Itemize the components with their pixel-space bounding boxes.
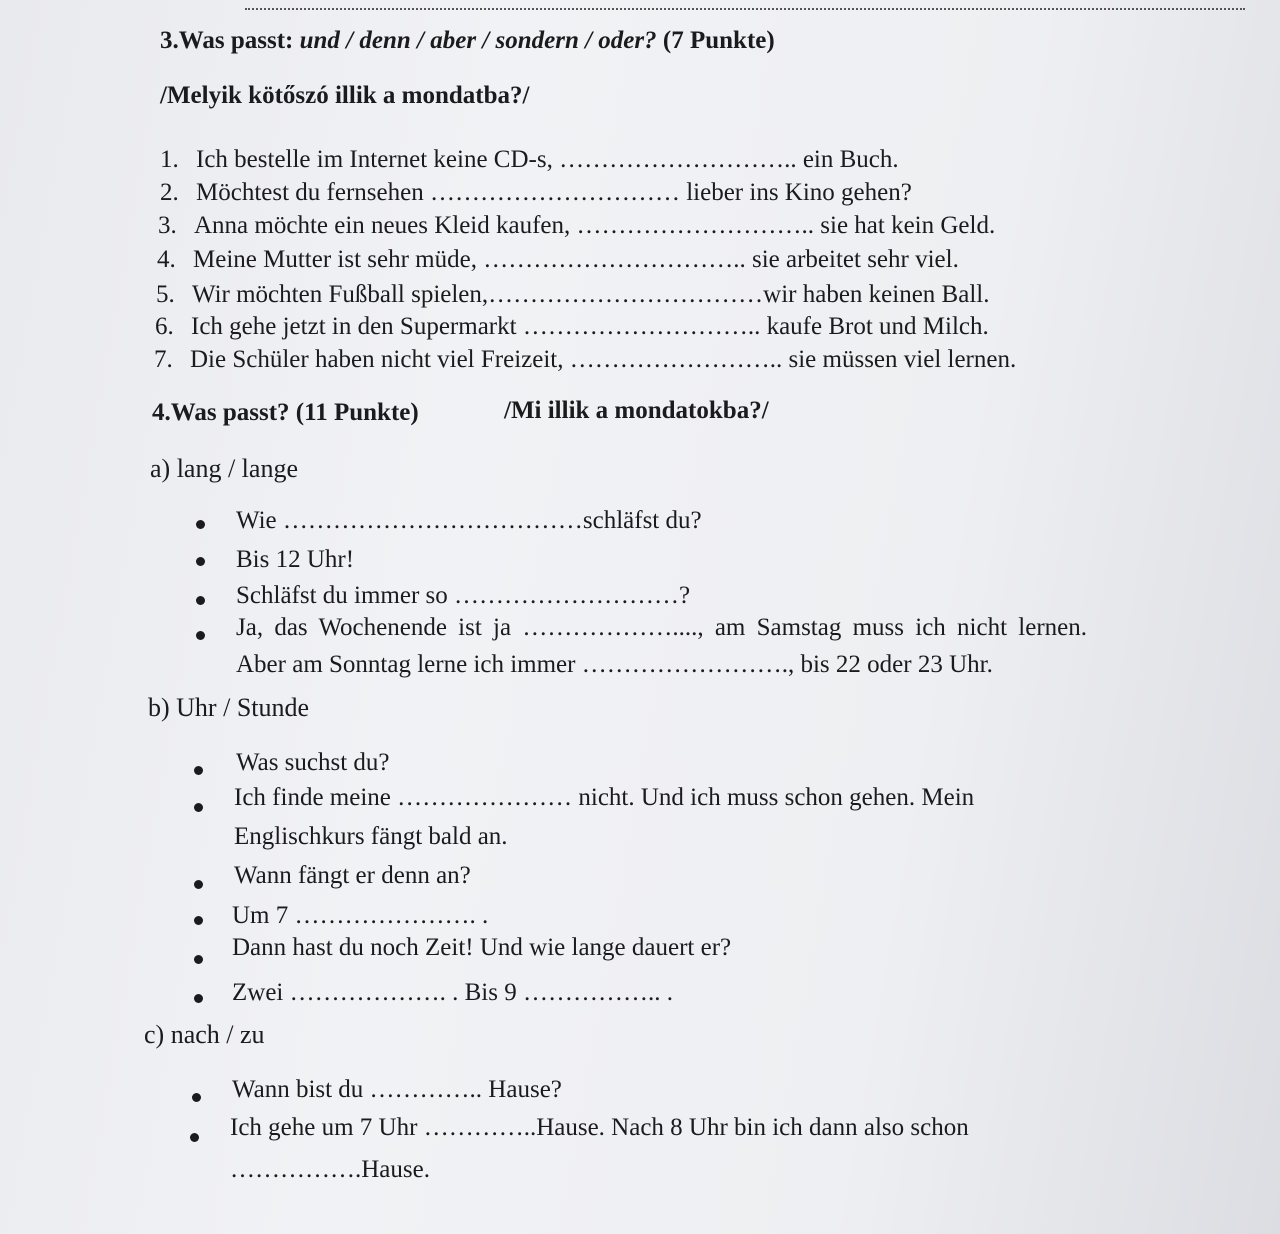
item-before: Wir möchten Fußball spielen,: [192, 281, 489, 308]
item-before: Die Schüler haben nicht viel Freizeit,: [190, 346, 564, 373]
section3-subtitle: /Melyik kötőszó illik a mondatba?/: [160, 82, 530, 109]
bullet-icon: [196, 520, 205, 529]
part-a-line-2: Bis 12 Uhr!: [236, 546, 355, 573]
exercise3-item-7: [154, 346, 1016, 374]
part-b-label: b) Uhr / Stunde: [148, 693, 310, 722]
item-before: Meine Mutter ist sehr müde,: [193, 246, 477, 273]
bullet-icon: [196, 631, 205, 640]
item-after: sie arbeitet sehr viel.: [751, 246, 959, 273]
answer-blank[interactable]: ……………………..: [563, 346, 789, 373]
item-after: sie hat kein Geld.: [820, 212, 996, 239]
part-c-label: c) nach / zu: [144, 1020, 265, 1049]
bullet-icon: [194, 955, 203, 964]
section4-title: 4.Was passt? (11 Punkte): [152, 399, 419, 426]
item-after: ein Buch.: [802, 146, 899, 173]
exercise3-item-2: [160, 179, 912, 207]
part-b-line-1: Was suchst du?: [236, 749, 390, 776]
item-after: kaufe Brot und Milch.: [766, 313, 989, 340]
item-number: 7.: [154, 346, 173, 373]
item-number: 1.: [160, 146, 179, 173]
answer-blank[interactable]: ……………………………: [488, 281, 764, 308]
section4-subtitle: /Mi illik a mondatokba?/: [504, 397, 769, 424]
exercise3-item-1: [160, 146, 899, 174]
exercise3-item-3: [158, 212, 995, 240]
part-b-line-4: Wann fängt er denn an?: [234, 862, 471, 889]
part-a-line-5: Aber am Sonntag lerne ich immer ……………………., bis 22 oder 23 Uhr.: [236, 651, 993, 678]
part-a-line-3: Schläfst du immer so ………………………?: [236, 582, 691, 609]
item-before: Anna möchte ein neues Kleid kaufen,: [194, 212, 571, 239]
part-a-line-4: Ja, das Wochenende ist ja ………………...., am Samstag muss ich nicht lernen.: [236, 614, 1087, 641]
part-b-line-3: Englischkurs fängt bald an.: [234, 823, 508, 850]
bullet-icon: [194, 916, 203, 925]
bullet-icon: [196, 596, 205, 605]
item-after: lieber ins Kino gehen?: [686, 179, 912, 206]
exercise3-item-6: [155, 313, 989, 341]
section3-title: [160, 27, 775, 55]
exercise3-item-5: [156, 281, 989, 309]
item-number: 4.: [157, 246, 176, 273]
item-number: 6.: [155, 313, 174, 340]
bullet-icon: [192, 1093, 201, 1102]
answer-blank[interactable]: ………………………..: [570, 212, 821, 239]
answer-blank[interactable]: ………………………..: [552, 146, 803, 173]
bullet-icon: [190, 1133, 199, 1142]
part-a-label: a) lang / lange: [150, 454, 298, 483]
exercise3-item-4: [157, 246, 959, 274]
section3-title-points: (7 Punkte): [656, 27, 775, 54]
bullet-icon: [194, 766, 203, 775]
item-number: 3.: [158, 212, 177, 239]
answer-blank[interactable]: ………………………..: [516, 313, 767, 340]
item-before: Ich bestelle im Internet keine CD-s,: [196, 146, 553, 173]
section3-title-prefix: 3.Was passt:: [160, 27, 300, 54]
part-b-line-2: Ich finde meine ………………… nicht. Und ich muss schon gehen. Mein: [234, 784, 975, 811]
answer-blank[interactable]: …………………………..: [476, 246, 752, 273]
item-after: sie müssen viel lernen.: [788, 346, 1017, 373]
item-before: Möchtest du fernsehen: [196, 179, 424, 206]
part-c-line-3: …………….Hause.: [230, 1156, 430, 1183]
part-c-line-1: Wann bist du ………….. Hause?: [232, 1076, 562, 1103]
item-before: Ich gehe jetzt in den Supermarkt: [191, 313, 517, 340]
item-number: 5.: [156, 281, 175, 308]
part-b-line-7: Zwei ………………. . Bis 9 …………….. .: [232, 979, 673, 1006]
top-dotted-line: [245, 8, 1245, 10]
part-a-line-1: Wie ………………………………schläfst du?: [236, 507, 702, 534]
part-c-line-2: Ich gehe um 7 Uhr …………..Hause. Nach 8 Uhr bin ich dann also schon: [230, 1114, 969, 1141]
section3-title-conjunctions: und / denn / aber / sondern / oder?: [299, 27, 657, 54]
bullet-icon: [194, 994, 203, 1003]
bullet-icon: [196, 557, 205, 566]
bullet-icon: [194, 880, 203, 889]
item-after: wir haben keinen Ball.: [763, 281, 990, 308]
bullet-icon: [194, 803, 203, 812]
part-b-line-6: Dann hast du noch Zeit! Und wie lange dauert er?: [232, 934, 732, 961]
answer-blank[interactable]: …………………………: [423, 179, 687, 206]
item-number: 2.: [160, 179, 179, 206]
part-b-line-5: Um 7 …………………. .: [232, 902, 489, 929]
